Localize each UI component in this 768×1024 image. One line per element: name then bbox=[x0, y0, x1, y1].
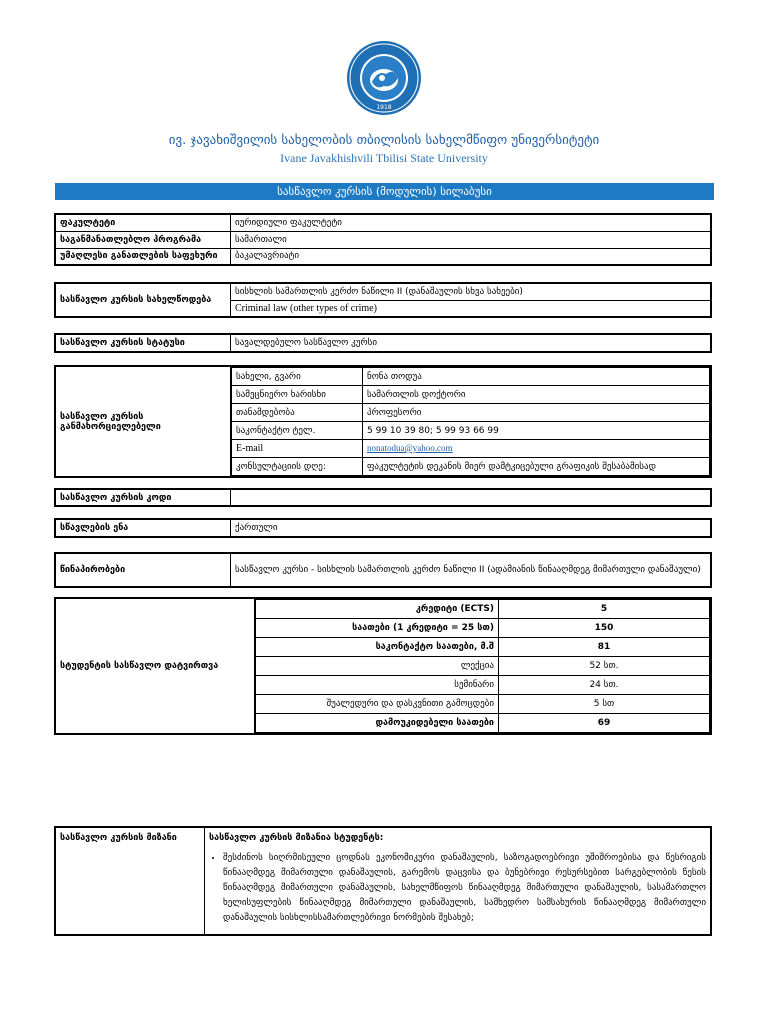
degree-level-value: ბაკალავრიატი bbox=[231, 248, 712, 265]
workload-label: სტუდენტის სასწავლო დატვირთვა bbox=[55, 598, 255, 734]
course-status-table bbox=[54, 333, 712, 353]
lecturer-name-key: სახელი, გვარი bbox=[232, 368, 363, 386]
course-code-value bbox=[231, 489, 712, 506]
objective-list bbox=[223, 851, 706, 926]
university-name-en: Ivane Javakhishvili Tbilisi State University bbox=[280, 151, 488, 165]
credits-value: 5 bbox=[499, 600, 710, 619]
faculty-value: იურიდიული ფაკულტეტი bbox=[231, 214, 712, 231]
language-value: ქართული bbox=[231, 519, 712, 537]
prerequisites-value: სასწავლო კურსი - სისხლის სამართლის კერძო ნაწილი II (ადამიანის წინააღმდეგ მიმართული დანაშაული) bbox=[231, 553, 712, 587]
lecturer-name-value: ნონა თოდუა bbox=[363, 368, 710, 386]
lecturer-position-key: თანამდებობა bbox=[232, 404, 363, 422]
course-name-label: სასწავლო კურსის სახელწოდება bbox=[55, 283, 231, 317]
program-value: სამართალი bbox=[231, 231, 712, 248]
workload-breakdown bbox=[255, 599, 710, 733]
syllabus-title-banner: სასწავლო კურსის (მოდულის) სილაბუსი bbox=[55, 183, 714, 200]
lecturer-phone-value: 5 99 10 39 80; 5 99 93 66 99 bbox=[363, 422, 710, 440]
objective-intro: სასწავლო კურსის მიზანია სტუდენტს: bbox=[209, 833, 384, 843]
lecture-hours-key: ლექცია bbox=[256, 657, 499, 676]
language-table bbox=[54, 518, 712, 538]
contact-hours-value: 81 bbox=[499, 638, 710, 657]
objective-bullet: • შესძინოს სიღრმისეული ცოდნას ეკონომიკური დანაშაულის, საზოგადოებრივი უშიშროებისა და წესრიგის წინააღმდეგ მიმართული დანაშაულის, გარემოს დაცვისა და ბუნებრივი რესურსებით სარგებლობის წესის წინააღმდეგ მიმართული დანაშაულის, სახელმწიფოს წინააღმდეგ მიმართული დანაშაულის, სასამართლო ხელისუფლების წინააღმდეგ მიმართული დანაშაულის, სამხედრო სამსახურის წინააღმდეგ მიმართული დანაშაულის სისხლისსამართლებრივი ნორმების შესახებ; bbox=[223, 851, 706, 926]
prerequisites-table bbox=[54, 552, 712, 588]
lecturer-consultation-value: ფაკულტეტის დეკანის მიერ დამტკიცებული გრაფიკის შესაბამისად bbox=[363, 458, 710, 476]
lecturer-label: სასწავლო კურსის განმახორციელებელი bbox=[55, 366, 231, 477]
independent-hours-value: 69 bbox=[499, 714, 710, 733]
course-name-en: Criminal law (other types of crime) bbox=[231, 300, 712, 317]
logo-year: 1918 bbox=[376, 104, 392, 111]
degree-level-label: უმაღლესი განათლების საფეხური bbox=[55, 248, 231, 265]
university-name-ka: ივ. ჯავახიშვილის სახელობის თბილისის სახელმწიფო უნივერსიტეტი bbox=[168, 133, 600, 148]
credits-key: კრედიტი (ECTS) bbox=[256, 600, 499, 619]
objective-table bbox=[54, 826, 712, 936]
independent-hours-key: დამოუკიდებელი საათები bbox=[256, 714, 499, 733]
course-code-table bbox=[54, 488, 712, 507]
lecturer-degree-key: სამეცნიერო ხარისხი bbox=[232, 386, 363, 404]
prerequisites-label: წინაპირობები bbox=[55, 553, 231, 587]
lecturer-phone-key: საკონტაქტო ტელ. bbox=[232, 422, 363, 440]
course-status-label: სასწავლო კურსის სტატუსი bbox=[55, 334, 231, 352]
lecturer-consultation-key: კონსულტაციის დღე: bbox=[232, 458, 363, 476]
lecture-hours-value: 52 სთ. bbox=[499, 657, 710, 676]
faculty-table bbox=[54, 213, 712, 266]
lecturer-email-link[interactable]: nonatodua@yahoo.com bbox=[367, 443, 453, 453]
exam-hours-value: 5 სთ bbox=[499, 695, 710, 714]
lecturer-degree-value: სამართლის დოქტორი bbox=[363, 386, 710, 404]
program-label: საგანმანათლებლო პროგრამა bbox=[55, 231, 231, 248]
lecturer-email-key: E-mail bbox=[232, 440, 363, 458]
seminar-hours-key: სემინარი bbox=[256, 676, 499, 695]
faculty-label: ფაკულტეტი bbox=[55, 214, 231, 231]
lecturer-details bbox=[231, 367, 710, 476]
objective-label: სასწავლო კურსის მიზანი bbox=[55, 827, 205, 935]
contact-hours-key: საკონტაქტო საათები, მ.შ bbox=[256, 638, 499, 657]
course-name-table bbox=[54, 282, 712, 318]
lecturer-table bbox=[54, 365, 712, 478]
exam-hours-key: შუალედური და დასკვნითი გამოცდები bbox=[256, 695, 499, 714]
lecturer-position-value: პროფესორი bbox=[363, 404, 710, 422]
seminar-hours-value: 24 სთ. bbox=[499, 676, 710, 695]
course-code-label: სასწავლო კურსის კოდი bbox=[55, 489, 231, 506]
total-hours-value: 150 bbox=[499, 619, 710, 638]
workload-table bbox=[54, 597, 712, 735]
language-label: სწავლების ენა bbox=[55, 519, 231, 537]
total-hours-key: საათები (1 კრედიტი = 25 სთ) bbox=[256, 619, 499, 638]
course-name-ka: სისხლის სამართლის კერძო ნაწილი II (დანაშაულის სხვა სახეები) bbox=[231, 283, 712, 300]
course-status-value: სავალდებულო სასწავლო კურსი bbox=[231, 334, 712, 352]
university-seal-icon bbox=[346, 40, 422, 116]
